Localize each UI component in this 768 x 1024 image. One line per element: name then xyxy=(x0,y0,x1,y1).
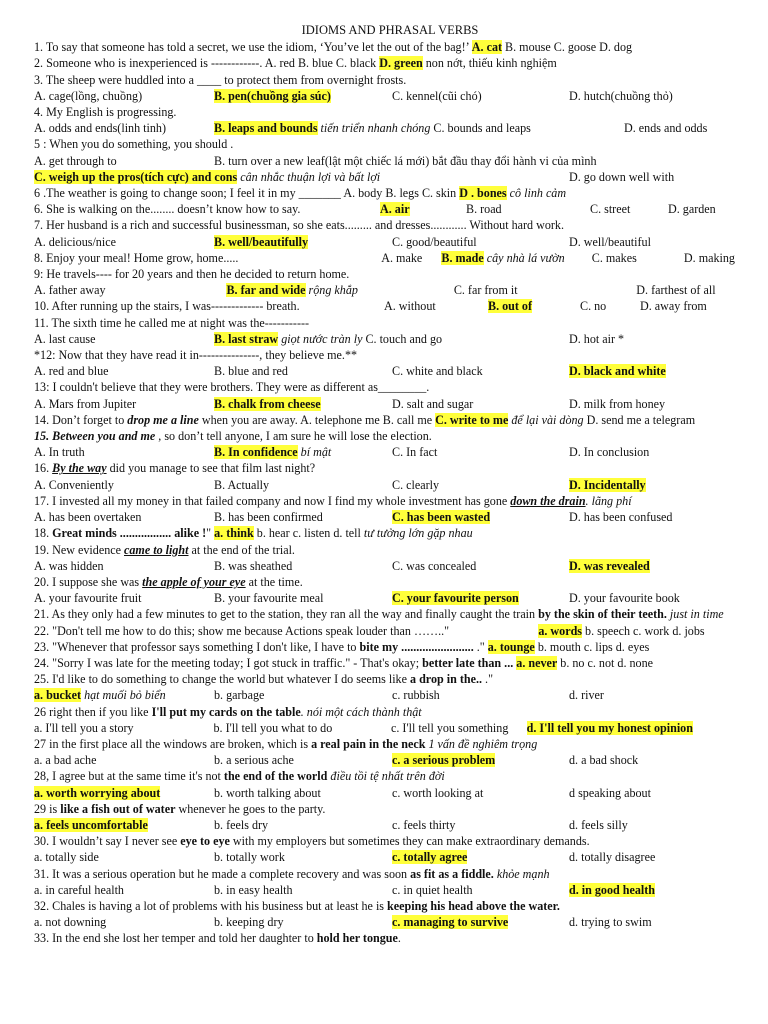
idiom-phrase: 15. Between you and me xyxy=(34,429,156,444)
question-30 xyxy=(34,833,746,849)
option-c: C. was concealed xyxy=(392,558,477,573)
vietnamese-note: cây nhà lá vườn xyxy=(483,250,565,265)
option-c-answer: c. totally agree xyxy=(392,850,468,865)
option-c: c. worth looking at xyxy=(392,785,484,800)
options-row xyxy=(34,509,746,525)
options-row xyxy=(34,363,746,379)
idiom-phrase: like a fish out of water xyxy=(60,801,176,816)
options-row xyxy=(34,590,746,606)
question-24 xyxy=(34,655,746,671)
vietnamese-note: để lại vài dòng xyxy=(508,412,584,427)
option-a: A. without xyxy=(384,299,436,314)
question-stem: 20. I suppose she was xyxy=(34,574,143,589)
question-stem: 2. Someone who is inexperienced is ------------. A. red B. blue C. black xyxy=(34,56,380,71)
question-stem: " xyxy=(206,526,215,541)
vietnamese-note: 1 vấn đề nghiêm trọng xyxy=(425,736,538,751)
option-b: b. garbage xyxy=(214,688,265,703)
option-c: C. clearly xyxy=(392,477,440,492)
question-11: 11. The sixth time he called me at night was the----------- xyxy=(34,315,310,330)
idiom-phrase: came to light xyxy=(124,542,189,557)
option-b: B. road xyxy=(466,202,502,217)
options-row xyxy=(34,396,746,412)
question-number: 18. xyxy=(34,526,53,541)
question-29 xyxy=(34,801,746,817)
option-a: A. make xyxy=(381,250,423,265)
question-10 xyxy=(34,298,746,314)
vietnamese-note: tiến triển nhanh chóng xyxy=(317,121,431,136)
option-c: C. white and black xyxy=(392,364,483,379)
question-23 xyxy=(34,639,746,655)
option-c: C. far from it xyxy=(453,283,518,298)
option-d: d. a bad shock xyxy=(569,753,639,768)
option-a-answer: A. air xyxy=(380,202,410,217)
question-17 xyxy=(34,493,746,509)
option-b: b. in easy health xyxy=(214,882,293,897)
options-row xyxy=(34,282,746,298)
answer-highlight: D. green xyxy=(379,56,423,71)
question-stem: 6. She is walking on the........ doesn’t know how to say. xyxy=(34,202,301,217)
options-text: b. speech c. work d. jobs xyxy=(582,623,705,638)
option-a: a. not downing xyxy=(34,915,107,930)
vietnamese-note: rộng khắp xyxy=(305,283,358,298)
question-stem-cont: with my employers but sometimes they can make extraordinary demands. xyxy=(229,834,590,849)
options-row xyxy=(34,752,746,768)
option-a: A. father away xyxy=(34,283,106,298)
option-d-answer: D. Incidentally xyxy=(569,477,646,492)
options-row xyxy=(34,849,746,865)
options-row xyxy=(34,914,746,930)
option-d: D. send me a telegram xyxy=(583,412,696,427)
option-c-answer: c. a serious problem xyxy=(392,753,496,768)
answer-highlight: a. words xyxy=(538,623,583,638)
option-c: D. salt and sugar xyxy=(392,396,474,411)
option-b: b. totally work xyxy=(214,850,285,865)
options-row xyxy=(34,720,746,736)
question-stem: did you manage to see that film last night? xyxy=(106,461,316,476)
option-a-answer: a. bucket xyxy=(34,688,82,703)
option-c-answer: C. has been wasted xyxy=(392,510,491,525)
question-13: 13: I couldn't believe that they were brothers. They were as different as________. xyxy=(34,380,430,395)
options-row xyxy=(34,477,746,493)
option-d: d. feels silly xyxy=(569,817,628,832)
option-c-answer: c. managing to survive xyxy=(392,915,509,930)
question-26 xyxy=(34,704,746,720)
option-b: b. I'll tell you what to do xyxy=(213,720,333,735)
question-number: 16. xyxy=(34,461,53,476)
question-21 xyxy=(34,606,746,622)
options-text: B. mouse C. goose D. dog xyxy=(502,40,633,55)
question-22 xyxy=(34,623,746,639)
options-row xyxy=(34,120,746,136)
option-a: a. in careful health xyxy=(34,882,124,897)
option-d-answer: D. was revealed xyxy=(569,558,650,573)
question-1 xyxy=(34,39,746,55)
question-2 xyxy=(34,55,746,71)
question-7: 7. Her husband is a rich and successful businessman, so she eats......... and dresses............ Without hard work. xyxy=(34,218,564,233)
question-32 xyxy=(34,898,746,914)
vietnamese-note: hạt muối bỏ biển xyxy=(81,688,166,703)
option-d: D. go down well with xyxy=(569,169,675,184)
option-c: C. no xyxy=(580,299,607,314)
idiom-phrase: as fit as a fiddle. xyxy=(410,866,494,881)
option-d: d. river xyxy=(569,688,604,703)
vietnamese-note: cân nhắc thuận lợi và bất lợi xyxy=(237,169,381,184)
question-stem: 31. It was a serious operation but he made a complete recovery and was soon xyxy=(34,866,411,881)
idiom-phrase: a real pain in the neck xyxy=(311,736,426,751)
options-row xyxy=(34,88,746,104)
option-c: C. street xyxy=(590,202,631,217)
option-c: C. In fact xyxy=(392,445,438,460)
option-d: D. hot air * xyxy=(569,331,625,346)
vietnamese-note: non nớt, thiếu kinh nghiệm xyxy=(422,56,557,71)
options-row xyxy=(34,687,746,703)
idiom-phrase: hold her tongue xyxy=(316,931,398,946)
option-b-answer: B. out of xyxy=(488,299,533,314)
question-27 xyxy=(34,736,746,752)
option-a: A. last cause xyxy=(34,331,96,346)
vietnamese-note: just in time xyxy=(666,607,724,622)
option-a: A. Conveniently xyxy=(34,477,114,492)
option-b: b. keeping dry xyxy=(214,915,284,930)
question-number: 29 is xyxy=(34,801,61,816)
question-stem-cont: ." xyxy=(473,639,488,654)
option-b: b. feels dry xyxy=(214,817,269,832)
question-stem: 19. New evidence xyxy=(34,542,124,557)
question-stem: 8. Enjoy your meal! Home grow, home..... xyxy=(34,250,239,265)
idiom-phrase: eye to eye xyxy=(180,834,230,849)
option-a: A. cage(lồng, chuồng) xyxy=(34,88,143,103)
option-d: d. totally disagree xyxy=(569,850,656,865)
question-12: *12: Now that they have read it in---------------, they believe me.** xyxy=(34,348,358,363)
options-row xyxy=(34,234,746,250)
question-stem: 30. I wouldn’t say I never see xyxy=(34,834,181,849)
vietnamese-note: bí mật xyxy=(297,445,332,460)
option-d-answer: D. black and white xyxy=(569,364,666,379)
option-d: D. In conclusion xyxy=(569,445,650,460)
options-row xyxy=(34,153,746,169)
option-d-answer: d. I'll tell you my honest opinion xyxy=(526,720,693,735)
question-stem: 10. After running up the stairs, I was------------- breath. xyxy=(34,299,300,314)
option-c: c. rubbish xyxy=(392,688,440,703)
option-a: a. I'll tell you a story xyxy=(34,720,134,735)
idiom-phrase: bite my ........................ xyxy=(359,639,474,654)
option-b-answer: B. last straw xyxy=(214,331,279,346)
option-d: D. hutch(chuồng thỏ) xyxy=(569,88,673,103)
option-a-answer: a. worth worrying about xyxy=(34,785,161,800)
option-c: c. I'll tell you something xyxy=(391,720,509,735)
question-stem-cont: . xyxy=(397,931,401,946)
option-a: a. totally side xyxy=(34,850,99,865)
option-d: D. ends and odds xyxy=(624,121,708,136)
option-a-answer: a. feels uncomfortable xyxy=(34,817,148,832)
question-3: 3. The sheep were huddled into a ____ to protect them from overnight frosts. xyxy=(34,72,407,87)
question-5: 5 : When you do something, you should . xyxy=(34,137,234,152)
question-stem-cont: when you are away. A. telephone me B. call me xyxy=(198,412,436,427)
idiom-phrase: the apple of your eye xyxy=(142,574,246,589)
options-row xyxy=(34,331,746,347)
question-stem-cont: ." xyxy=(482,672,494,687)
idiom-phrase: down the drain xyxy=(510,493,586,508)
option-c: c. feels thirty xyxy=(392,817,456,832)
option-c: C. kennel(cũi chó) xyxy=(392,88,482,103)
question-31 xyxy=(34,866,746,882)
question-stem: 14. Don’t forget to xyxy=(34,412,128,427)
option-b: B. turn over a new leaf(lật một chiếc lá mới) bắt đầu thay đổi hành vi của mình xyxy=(214,153,597,168)
question-stem: 22. "Don't tell me how to do this; show me because Actions speak louder than …….." xyxy=(34,623,450,638)
option-d: D. well/beautiful xyxy=(569,234,651,249)
idiom-phrase: a drop in the.. xyxy=(410,672,483,687)
question-stem: whenever he goes to the party. xyxy=(175,801,326,816)
question-stem-cont: at the time. xyxy=(245,574,303,589)
option-c: C. makes xyxy=(591,250,637,265)
vietnamese-note: tư tưởng lớn gặp nhau xyxy=(363,526,473,541)
option-b: B. was sheathed xyxy=(214,558,293,573)
options-row xyxy=(34,558,746,574)
options-text: b. mouth c. lips d. eyes xyxy=(534,639,650,654)
vietnamese-note: điều tồi tệ nhất trên đời xyxy=(327,769,445,784)
question-stem: 23. "Whenever that professor says something I don't like, I have to xyxy=(34,639,360,654)
option-b: B. Actually xyxy=(214,477,270,492)
question-25 xyxy=(34,671,746,687)
option-d: D. has been confused xyxy=(569,510,673,525)
option-b-answer: B. leaps and bounds xyxy=(214,121,318,136)
option-c: C. bounds and leaps xyxy=(430,121,531,136)
question-9: 9: He travels---- for 20 years and then he decided to return home. xyxy=(34,267,350,282)
question-33 xyxy=(34,930,746,946)
idiom-phrase: I'll put my cards on the table xyxy=(151,704,301,719)
option-a: A. has been overtaken xyxy=(34,510,142,525)
options-row xyxy=(34,785,746,801)
option-d: d speaking about xyxy=(569,785,651,800)
answer-highlight: a. never xyxy=(516,655,558,670)
idiom-phrase: the end of the world xyxy=(223,769,328,784)
option-a: A. odds and ends(linh tinh) xyxy=(34,121,167,136)
option-c-answer: C. your favourite person xyxy=(392,591,519,606)
option-b-answer: B. well/beautifully xyxy=(214,234,309,249)
option-a: A. get through to xyxy=(34,153,117,168)
question-stem: 17. I invested all my money in that failed company and now I find my whole investment has gone xyxy=(34,493,511,508)
option-d: D. away from xyxy=(640,299,707,314)
option-b-answer: B. made xyxy=(441,250,484,265)
vietnamese-note: khỏe mạnh xyxy=(493,866,550,881)
question-stem: 33. In the end she lost her temper and told her daughter to xyxy=(34,931,317,946)
idiom-phrase: keeping his head above the water. xyxy=(387,898,560,913)
question-15 xyxy=(34,428,746,444)
vietnamese-note: . lãng phí xyxy=(585,493,632,508)
option-d: D. farthest of all xyxy=(636,283,716,298)
question-16 xyxy=(34,460,746,476)
question-6a xyxy=(34,185,746,201)
question-28 xyxy=(34,768,746,784)
idiom-phrase: By the way xyxy=(52,461,107,476)
option-c-answer: C. weigh up the pros(tích cực) and cons xyxy=(34,169,238,184)
answer-highlight: a. tounge xyxy=(487,639,535,654)
option-b: b. a serious ache xyxy=(214,753,294,768)
page-title: IDIOMS AND PHRASAL VERBS xyxy=(301,23,479,37)
answer-highlight: C. write to me xyxy=(435,412,509,427)
option-b: B. has been confirmed xyxy=(214,510,323,525)
option-b-answer: B. far and wide xyxy=(226,283,306,298)
options-row xyxy=(34,444,746,460)
option-c: C. good/beautiful xyxy=(392,234,477,249)
question-6b xyxy=(34,201,746,217)
options-text: b. hear c. listen d. tell xyxy=(253,526,364,541)
option-b: B. your favourite meal xyxy=(214,591,324,606)
question-stem: 27 in the first place all the windows are broken, which is xyxy=(34,736,312,751)
question-stem: 21. As they only had a few minutes to get to the station, they ran all the way and finally caught the train xyxy=(34,607,539,622)
question-stem: 6 .The weather is going to change soon; I feel it in my _______ A. body B. legs C. skin xyxy=(34,186,460,201)
option-a: A. Mars from Jupiter xyxy=(34,396,137,411)
question-8 xyxy=(34,250,746,266)
option-b: B. blue and red xyxy=(214,364,288,379)
option-b: b. worth talking about xyxy=(214,785,321,800)
option-d: D. making xyxy=(683,250,735,265)
question-stem-cont: at the end of the trial. xyxy=(188,542,295,557)
idiom-phrase: better late than ... xyxy=(422,655,514,670)
question-19 xyxy=(34,542,746,558)
idiom-phrase: drop me a line xyxy=(127,412,199,427)
vietnamese-note: . nói một cách thành thật xyxy=(300,704,422,719)
option-b-answer: B. pen(chuồng gia súc) xyxy=(214,88,331,103)
question-20 xyxy=(34,574,746,590)
option-d: D. garden xyxy=(668,202,716,217)
answer-highlight: A. cat xyxy=(471,40,503,55)
option-d: d. trying to swim xyxy=(569,915,652,930)
option-a: A. In truth xyxy=(34,445,85,460)
option-a: a. a bad ache xyxy=(34,753,97,768)
options-row xyxy=(34,817,746,833)
question-stem: 25. I'd like to do something to change the world but whatever I do seems like xyxy=(34,672,410,687)
vietnamese-note: cô linh cảm xyxy=(506,186,567,201)
vietnamese-note: giọt nước tràn ly xyxy=(278,331,363,346)
question-stem: 1. To say that someone has told a secret, we use the idiom, ‘You’ve let the out of the bag!’ xyxy=(34,40,472,55)
option-b-answer: B. In confidence xyxy=(214,445,298,460)
option-c: C. touch and go xyxy=(362,331,443,346)
question-18 xyxy=(34,525,746,541)
question-stem: 24. "Sorry I was late for the meeting today; I got stuck in traffic." - That's okay; xyxy=(34,655,423,670)
option-a: A. your favourite fruit xyxy=(34,591,142,606)
options-row xyxy=(34,169,746,185)
option-b-answer: B. chalk from cheese xyxy=(214,396,321,411)
options-text: b. no c. not d. none xyxy=(557,655,653,670)
idiom-phrase: Great minds ................. alike ! xyxy=(52,526,207,541)
question-stem: 32. Chales is having a lot of problems with his business but at least he is xyxy=(34,898,388,913)
option-a: A. red and blue xyxy=(34,364,109,379)
idiom-phrase: by the skin of their teeth. xyxy=(538,607,667,622)
answer-highlight: D . bones xyxy=(459,186,507,201)
options-row xyxy=(34,882,746,898)
option-d: D. your favourite book xyxy=(569,591,680,606)
option-a: A. was hidden xyxy=(34,558,104,573)
question-14 xyxy=(34,412,746,428)
option-a: A. delicious/nice xyxy=(34,234,116,249)
option-d: D. milk from honey xyxy=(569,396,666,411)
answer-highlight: a. think xyxy=(214,526,254,541)
option-d-answer: d. in good health xyxy=(569,882,656,897)
option-c: c. in quiet health xyxy=(392,882,473,897)
question-4: 4. My English is progressing. xyxy=(34,105,177,120)
question-stem: 28, I agree but at the same time it's not xyxy=(34,769,224,784)
question-stem: , so don’t tell anyone, I am sure he will lose the election. xyxy=(155,429,432,444)
question-stem: 26 right then if you like xyxy=(34,704,152,719)
